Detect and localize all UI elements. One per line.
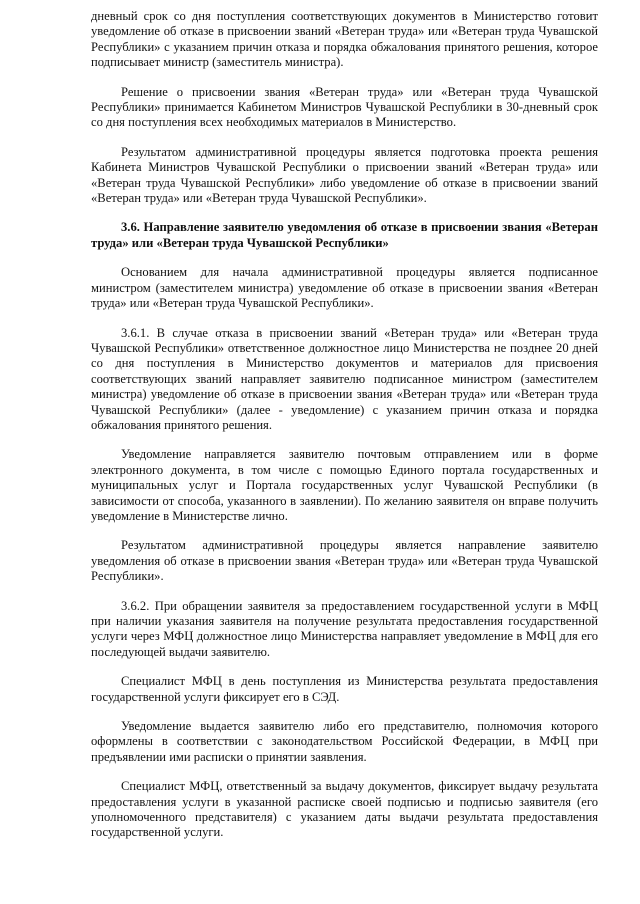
paragraph-3-6-1: 3.6.1. В случае отказа в присвоении званий «Ветеран труда» или «Ветеран труда Чувашской Республики» ответственное должностное лицо Министерства не позднее 20 дней со дня поступления в Министерство документов и материалов для присвоения соответствующих званий направляет заявителю подписанное министром (заместителем министра) уведомление об отказе в присвоении звания «Ветеран труда» или «Ветеран труда Чувашской Республики» (далее - уведомление) с указанием причин отказа и порядка обжалования принятого решения.	[91, 325, 598, 432]
paragraph-mfc-specialist: Специалист МФЦ в день поступления из Министерства результата предоставления государственной услуги фиксирует его в СЭД.	[91, 674, 598, 704]
paragraph-decision: Решение о присвоении звания «Ветеран труда» или «Ветеран труда Чувашской Республики» принимается Кабинетом Министров Чувашской Республики в 30-дневный срок со дня поступления всех необходимых материалов в Министерство.	[91, 84, 598, 130]
section-heading-3-6: 3.6. Направление заявителю уведомления об отказе в присвоении звания «Ветеран труда» или «Ветеран труда Чувашской Республики»	[91, 220, 598, 250]
paragraph-procedure-result: Результатом административной процедуры является направление заявителю уведомления об отказе в присвоении звания «Ветеран труда» или «Ветеран труда Чувашской Республики».	[91, 538, 598, 584]
paragraph-basis: Основанием для начала административной процедуры является подписанное министром (заместителем министра) уведомление об отказе в присвоении звания «Ветеран труда» или «Ветеран труда Чувашской Республики».	[91, 265, 598, 311]
paragraph-continuation: дневный срок со дня поступления соответствующих документов в Министерство готовит уведомление об отказе в присвоении званий «Ветеран труда» или «Ветеран труда Чувашской Республики» с указанием причин отказа и порядка обжалования принятого решения, которое подписывает министр (заместитель министра).	[91, 9, 598, 70]
paragraph-result: Результатом административной процедуры является подготовка проекта решения Кабинета Министров Чувашской Республики о присвоении званий «Ветеран труда» или «Ветеран труда Чувашской Республики» либо уведомление об отказе в присвоении званий «Ветеран труда» или «Ветеран труда Чувашской Республики».	[91, 144, 598, 206]
paragraph-notification-issue: Уведомление выдается заявителю либо его представителю, полномочия которого оформлены в соответствии с законодательством Российской Федерации, в МФЦ при предъявлении ими расписки о принятии заявления.	[91, 719, 598, 764]
document-page	[91, 9, 598, 855]
paragraph-notification-delivery: Уведомление направляется заявителю почтовым отправлением или в форме электронного документа, в том числе с помощью Единого портала государственных и муниципальных услуг и Портала государственных услуг Чувашской Республики (в зависимости от способа, указанного в заявлении). По желанию заявителя он вправе получить уведомление в Министерстве лично.	[91, 447, 598, 523]
paragraph-3-6-2: 3.6.2. При обращении заявителя за предоставлением государственной услуги в МФЦ при наличии указания заявителя на получение результата предоставления государственной услуги через МФЦ должностное лицо Министерства направляет уведомление в МФЦ для его последующей выдачи заявителю.	[91, 598, 598, 659]
paragraph-issue-record: Специалист МФЦ, ответственный за выдачу документов, фиксирует выдачу результата предоставления услуги в указанной расписке своей подписью и подписью заявителя (его уполномоченного представителя) с указанием даты выдачи результата предоставления государственной услуги.	[91, 779, 598, 840]
